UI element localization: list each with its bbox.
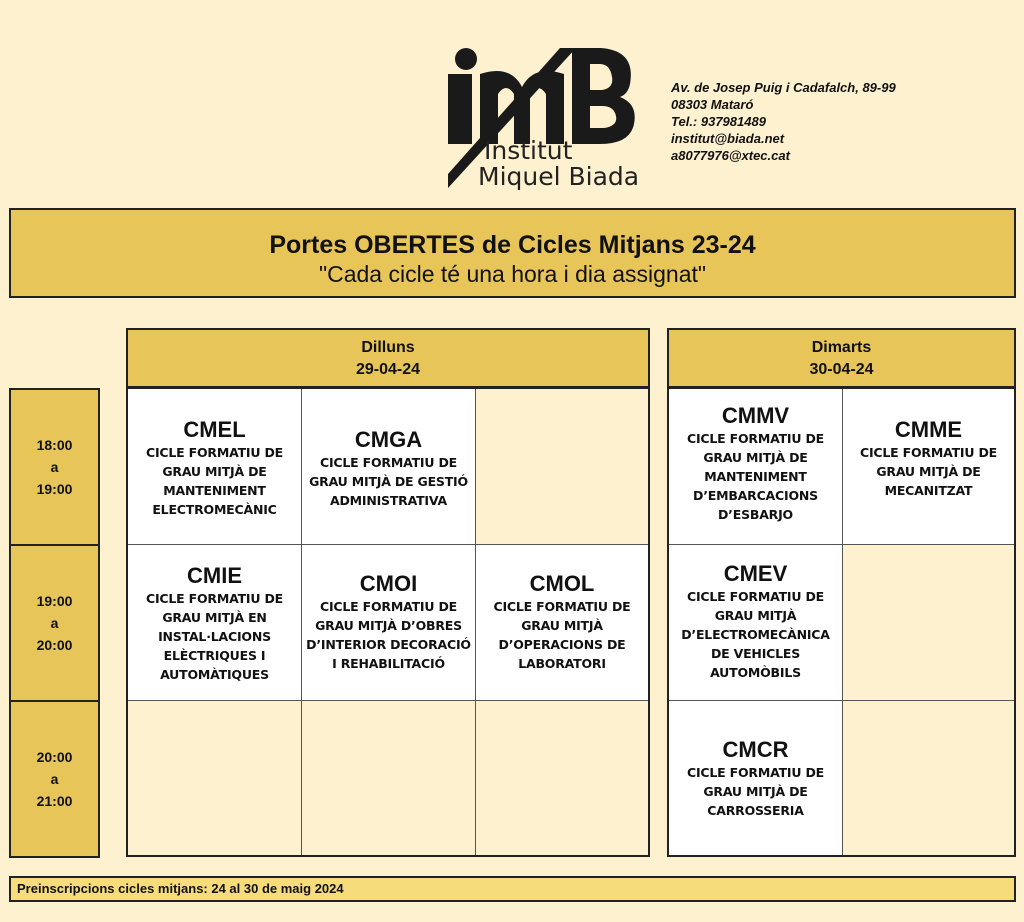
cycle-desc-line: CICLE FORMATIU DE bbox=[860, 445, 997, 460]
title-banner bbox=[9, 208, 1016, 298]
empty-cell bbox=[128, 701, 302, 855]
cycle-desc-line: GRAU MITJÀ DE bbox=[703, 784, 808, 799]
cycle-desc-line: GRAU MITJÀ bbox=[521, 618, 603, 633]
time-sep: a bbox=[50, 459, 59, 475]
cycle-code: CMMV bbox=[721, 403, 790, 428]
logo-line-institut: Institut bbox=[484, 136, 573, 165]
monday-schedule-grid bbox=[126, 387, 650, 857]
time-to: 21:00 bbox=[36, 793, 73, 809]
cycle-code: CMGA bbox=[354, 427, 423, 452]
contact-block bbox=[671, 79, 1001, 164]
cycle-desc-line: INSTAL·LACIONS bbox=[158, 629, 271, 644]
cycle-desc-line: CICLE FORMATIU DE bbox=[320, 455, 457, 470]
empty-cell bbox=[302, 701, 476, 855]
time-slot-1 bbox=[9, 388, 100, 546]
empty-cell bbox=[476, 701, 648, 855]
time-from: 19:00 bbox=[36, 593, 73, 609]
cycle-code: CMCR bbox=[722, 737, 789, 762]
cycle-desc-line: DE VEHICLES bbox=[710, 646, 801, 661]
cycle-cell-cmev bbox=[669, 545, 843, 701]
cycle-desc-line: ELECTROMECÀNIC bbox=[152, 502, 277, 517]
day-date: 30-04-24 bbox=[809, 361, 874, 378]
cycle-desc-line: LABORATORI bbox=[518, 656, 606, 671]
logo-line-name: Miquel Biada bbox=[478, 162, 640, 191]
cycle-desc-line: GRAU MITJÀ EN bbox=[162, 610, 267, 625]
preinscription-footer: Preinscripcions cicles mitjans: 24 al 30 de maig 2024 bbox=[9, 876, 1016, 902]
cycle-desc-line: I REHABILITACIÓ bbox=[332, 656, 445, 671]
tuesday-schedule-grid bbox=[667, 387, 1016, 857]
cycle-desc-line: CICLE FORMATIU DE bbox=[687, 589, 824, 604]
cycle-desc-line: GRAU MITJÀ DE bbox=[703, 450, 808, 465]
time-sep: a bbox=[50, 771, 59, 787]
cycle-desc-line: GRAU MITJÀ bbox=[714, 608, 797, 623]
cycle-desc-line: D’EMBARCACIONS bbox=[693, 488, 818, 503]
cycle-code: CMIE bbox=[187, 563, 242, 588]
cycle-desc-line: CICLE FORMATIU DE bbox=[146, 591, 283, 606]
cycle-cell-cmel bbox=[128, 389, 302, 545]
banner-subtitle: "Cada cicle té una hora i dia assignat" bbox=[318, 261, 707, 287]
cycle-desc-line: AUTOMÀTIQUES bbox=[160, 667, 269, 682]
address-email-1[interactable]: institut@biada.net bbox=[671, 131, 785, 146]
banner-title: Portes OBERTES de Cicles Mitjans 23-24 bbox=[269, 231, 756, 259]
empty-cell bbox=[843, 701, 1014, 855]
time-to: 20:00 bbox=[36, 637, 73, 653]
address-phone: Tel.: 937981489 bbox=[671, 114, 766, 129]
cycle-cell-cmoi bbox=[302, 545, 476, 701]
empty-cell bbox=[843, 545, 1014, 701]
time-from: 18:00 bbox=[36, 437, 73, 453]
address-email-2[interactable]: a8077976@xtec.cat bbox=[671, 148, 790, 163]
cycle-desc-line: GRAU MITJÀ DE bbox=[162, 464, 267, 479]
cycle-code: CMEV bbox=[723, 561, 788, 586]
cycle-code: CMOL bbox=[529, 571, 595, 596]
time-to: 19:00 bbox=[36, 481, 73, 497]
cycle-cell-cmga bbox=[302, 389, 476, 545]
cycle-desc-line: GRAU MITJÀ DE GESTIÓ bbox=[309, 474, 468, 489]
cycle-desc-line: AUTOMÒBILS bbox=[710, 665, 801, 680]
institute-logo bbox=[440, 42, 640, 192]
time-from: 20:00 bbox=[36, 749, 73, 765]
day-name: Dimarts bbox=[811, 339, 872, 356]
cycle-desc-line: D’INTERIOR DECORACIÓ bbox=[306, 637, 471, 652]
time-slot-2 bbox=[9, 544, 100, 702]
cycle-desc-line: MANTENIMENT bbox=[704, 469, 807, 484]
cycle-desc-line: MANTENIMENT bbox=[163, 483, 266, 498]
cycle-desc-line: GRAU MITJÀ DE bbox=[876, 464, 981, 479]
day-date: 29-04-24 bbox=[355, 361, 421, 378]
cycle-code: CMOI bbox=[359, 571, 418, 596]
cycle-desc-line: CICLE FORMATIU DE bbox=[320, 599, 457, 614]
cycle-desc-line: CICLE FORMATIU DE bbox=[493, 599, 631, 614]
cycle-desc-line: CICLE FORMATIU DE bbox=[687, 431, 824, 446]
cycle-desc-line: D’ELECTROMECÀNICA bbox=[681, 627, 830, 642]
cycle-desc-line: CICLE FORMATIU DE bbox=[146, 445, 283, 460]
cycle-desc-line: ELÈCTRIQUES I bbox=[163, 648, 266, 663]
cycle-cell-cmmv bbox=[669, 389, 843, 545]
cycle-cell-cmie bbox=[128, 545, 302, 701]
cycle-desc-line: CICLE FORMATIU DE bbox=[687, 765, 824, 780]
cycle-desc-line: ADMINISTRATIVA bbox=[330, 493, 447, 508]
cycle-cell-cmcr bbox=[669, 701, 843, 855]
cycle-desc-line: MECANITZAT bbox=[884, 483, 973, 498]
day-name: Dilluns bbox=[361, 339, 415, 356]
cycle-desc-line: CARROSSERIA bbox=[707, 803, 804, 818]
day-header-tuesday bbox=[667, 328, 1016, 388]
cycle-desc-line: D’OPERACIONS DE bbox=[498, 637, 626, 652]
cycle-desc-line: D’ESBARJO bbox=[718, 507, 793, 522]
cycle-cell-cmol bbox=[476, 545, 648, 701]
address-street: Av. de Josep Puig i Cadafalch, 89-99 bbox=[671, 80, 896, 95]
cycle-cell-cmme bbox=[843, 389, 1014, 545]
time-slot-3 bbox=[9, 700, 100, 858]
cycle-desc-line: GRAU MITJÀ D’OBRES bbox=[315, 618, 462, 633]
day-header-monday bbox=[126, 328, 650, 388]
empty-cell bbox=[476, 389, 648, 545]
address-city: 08303 Mataró bbox=[671, 97, 754, 112]
cycle-code: CMME bbox=[894, 417, 963, 442]
cycle-code: CMEL bbox=[183, 417, 246, 442]
time-sep: a bbox=[50, 615, 59, 631]
